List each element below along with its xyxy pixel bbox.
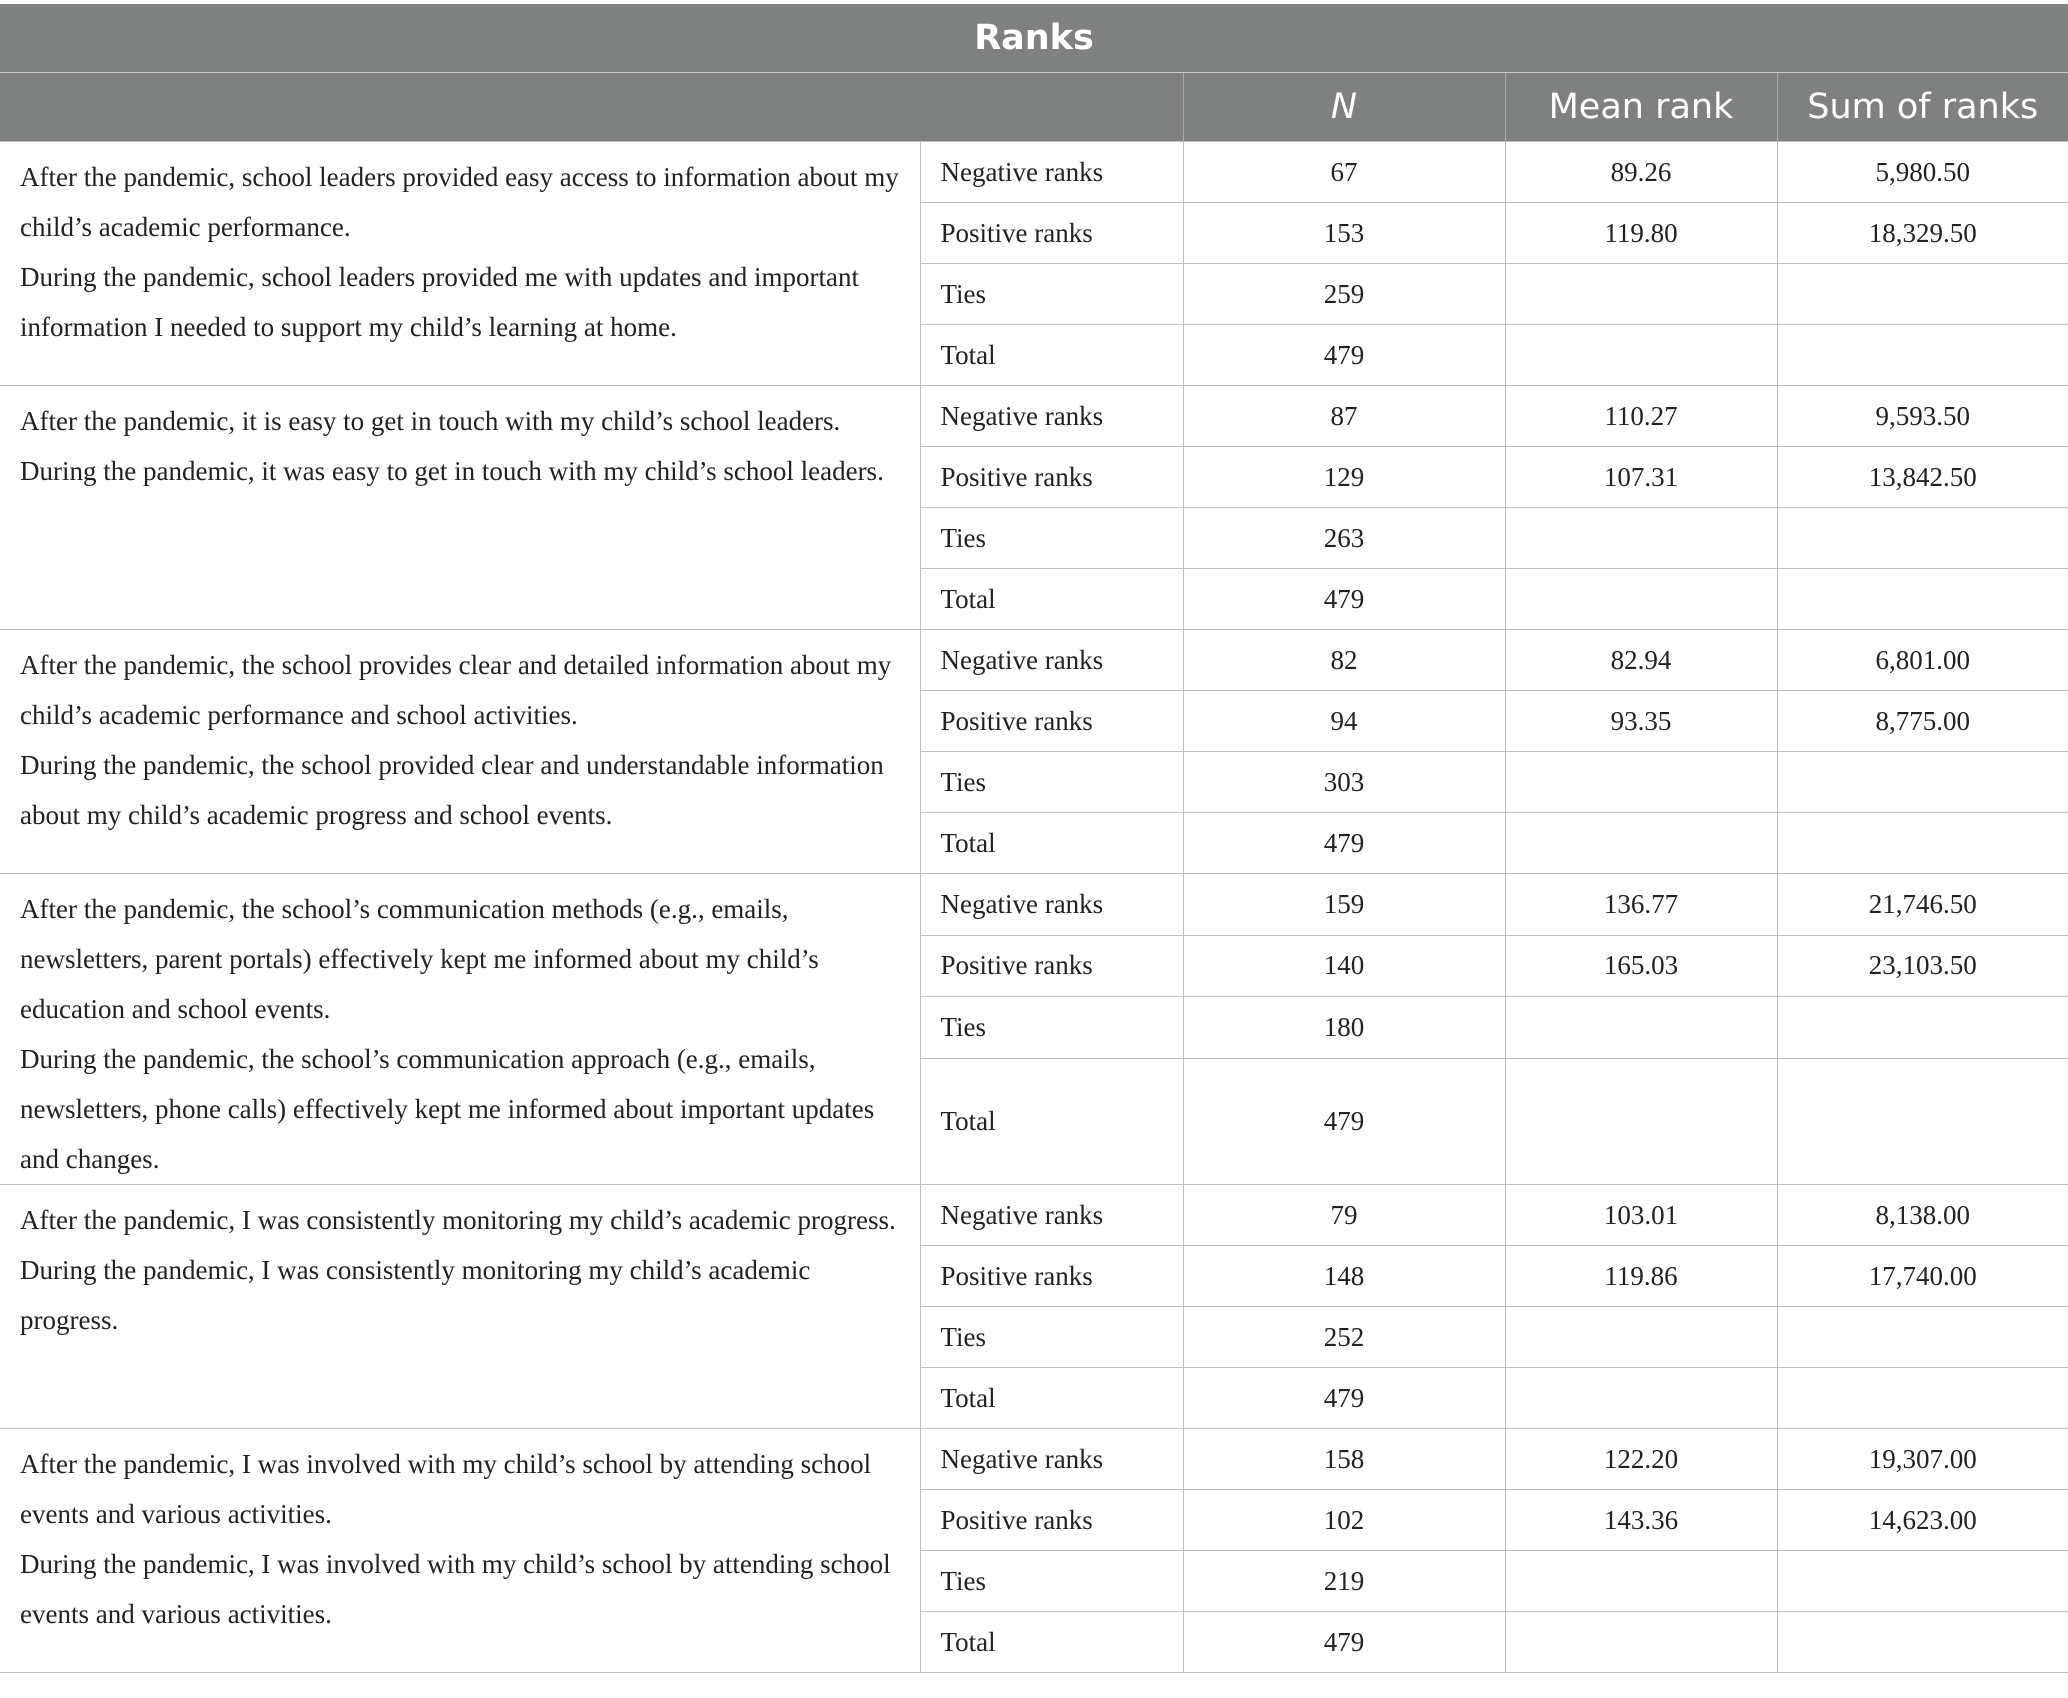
during-statement: During the pandemic, it was easy to get in touch with my child’s school leaders. [20,456,884,486]
row-label-positive: Positive ranks [920,691,1183,752]
question-cell [0,142,920,386]
positive-mean-rank: 119.86 [1505,1246,1777,1307]
positive-mean-rank: 143.36 [1505,1490,1777,1551]
group-4 [0,874,2068,1185]
empty-cell [1777,1307,2068,1368]
row-label-negative: Negative ranks [920,1185,1183,1246]
row-label-ties: Ties [920,1551,1183,1612]
after-statement: After the pandemic, I was involved with my child’s school by attending school events and various activities. [20,1449,872,1529]
row-label-negative: Negative ranks [920,142,1183,203]
row-label-positive: Positive ranks [920,935,1183,997]
empty-cell [1777,1612,2068,1673]
negative-n: 158 [1183,1429,1505,1490]
positive-sum-of-ranks: 18,329.50 [1777,203,2068,264]
row-label-positive: Positive ranks [920,447,1183,508]
group-2 [0,386,2068,630]
group-6 [0,1429,2068,1673]
positive-n: 94 [1183,691,1505,752]
empty-cell [1777,1368,2068,1429]
question-cell [0,386,920,630]
group-5 [0,1185,2068,1429]
group-3 [0,630,2068,874]
total-n: 479 [1183,813,1505,874]
row-label-total: Total [920,569,1183,630]
negative-sum-of-ranks: 8,138.00 [1777,1185,2068,1246]
positive-n: 102 [1183,1490,1505,1551]
positive-sum-of-ranks: 17,740.00 [1777,1246,2068,1307]
question-cell [0,1185,920,1429]
after-statement: After the pandemic, I was consistently monitoring my child’s academic progress. [20,1205,896,1235]
negative-sum-of-ranks: 19,307.00 [1777,1429,2068,1490]
positive-n: 140 [1183,935,1505,997]
row-label-total: Total [920,1058,1183,1184]
question-cell [0,874,920,1185]
row-label-total: Total [920,1612,1183,1673]
during-statement: During the pandemic, school leaders provided me with updates and important information I needed to support my child’s learning at home. [20,262,860,342]
after-statement: After the pandemic, it is easy to get in touch with my child’s school leaders. [20,406,841,436]
header-n: N [1183,73,1505,142]
ties-n: 263 [1183,508,1505,569]
negative-mean-rank: 122.20 [1505,1429,1777,1490]
positive-sum-of-ranks: 13,842.50 [1777,447,2068,508]
empty-cell [1777,325,2068,386]
empty-cell [1505,997,1777,1059]
negative-mean-rank: 110.27 [1505,386,1777,447]
empty-cell [1505,1612,1777,1673]
positive-mean-rank: 93.35 [1505,691,1777,752]
row-label-total: Total [920,813,1183,874]
positive-mean-rank: 165.03 [1505,935,1777,997]
row-label-positive: Positive ranks [920,203,1183,264]
total-n: 479 [1183,325,1505,386]
negative-mean-rank: 103.01 [1505,1185,1777,1246]
negative-mean-rank: 82.94 [1505,630,1777,691]
empty-cell [1505,325,1777,386]
header-mean-rank: Mean rank [1505,73,1777,142]
empty-cell [1505,813,1777,874]
empty-cell [1777,997,2068,1059]
during-statement: During the pandemic, I was consistently monitoring my child’s academic progress. [20,1255,811,1335]
header-row [0,73,2068,142]
total-n: 479 [1183,1368,1505,1429]
row-label-positive: Positive ranks [920,1246,1183,1307]
empty-cell [1505,508,1777,569]
ties-n: 252 [1183,1307,1505,1368]
after-statement: After the pandemic, the school provides clear and detailed information about my child’s academic performance and school activities. [20,650,892,730]
header-sum-of-ranks: Sum of ranks [1777,73,2068,142]
empty-cell [1777,752,2068,813]
row-label-ties: Ties [920,752,1183,813]
row-label-total: Total [920,325,1183,386]
ranks-table [0,4,2068,1673]
empty-cell [1505,1058,1777,1184]
row-label-ties: Ties [920,508,1183,569]
negative-n: 67 [1183,142,1505,203]
during-statement: During the pandemic, the school’s communication approach (e.g., emails, newsletters, phone calls) effectively kept me informed about important updates and changes. [20,1044,875,1174]
group-1 [0,142,2068,386]
negative-sum-of-ranks: 5,980.50 [1777,142,2068,203]
question-cell [0,630,920,874]
empty-cell [1777,264,2068,325]
total-n: 479 [1183,569,1505,630]
positive-n: 148 [1183,1246,1505,1307]
row-label-ties: Ties [920,997,1183,1059]
during-statement: During the pandemic, I was involved with my child’s school by attending school events and various activities. [20,1549,891,1629]
empty-cell [1505,264,1777,325]
row-label-negative: Negative ranks [920,874,1183,936]
empty-cell [1777,813,2068,874]
negative-mean-rank: 89.26 [1505,142,1777,203]
empty-cell [1505,1551,1777,1612]
row-label-ties: Ties [920,1307,1183,1368]
positive-mean-rank: 119.80 [1505,203,1777,264]
empty-cell [1777,569,2068,630]
negative-mean-rank: 136.77 [1505,874,1777,936]
positive-n: 129 [1183,447,1505,508]
table-title: Ranks [0,4,2068,73]
after-statement: After the pandemic, the school’s communication methods (e.g., emails, newsletters, parent portals) effectively kept me informed about my child’s education and school events. [20,894,819,1024]
negative-sum-of-ranks: 21,746.50 [1777,874,2068,936]
ties-n: 259 [1183,264,1505,325]
question-cell [0,1429,920,1673]
row-label-negative: Negative ranks [920,630,1183,691]
empty-cell [1505,569,1777,630]
ties-n: 180 [1183,997,1505,1059]
positive-sum-of-ranks: 8,775.00 [1777,691,2068,752]
empty-cell [1505,1368,1777,1429]
ties-n: 219 [1183,1551,1505,1612]
after-statement: After the pandemic, school leaders provided easy access to information about my child’s academic performance. [20,162,899,242]
negative-sum-of-ranks: 9,593.50 [1777,386,2068,447]
during-statement: During the pandemic, the school provided clear and understandable information about my child’s academic progress and school events. [20,750,884,830]
row-label-negative: Negative ranks [920,386,1183,447]
row-label-positive: Positive ranks [920,1490,1183,1551]
row-label-negative: Negative ranks [920,1429,1183,1490]
ties-n: 303 [1183,752,1505,813]
positive-n: 153 [1183,203,1505,264]
header-blank [0,73,1183,142]
empty-cell [1505,752,1777,813]
negative-n: 79 [1183,1185,1505,1246]
empty-cell [1777,508,2068,569]
negative-n: 82 [1183,630,1505,691]
row-label-total: Total [920,1368,1183,1429]
empty-cell [1777,1551,2068,1612]
positive-mean-rank: 107.31 [1505,447,1777,508]
negative-sum-of-ranks: 6,801.00 [1777,630,2068,691]
positive-sum-of-ranks: 14,623.00 [1777,1490,2068,1551]
row-label-ties: Ties [920,264,1183,325]
negative-n: 87 [1183,386,1505,447]
empty-cell [1777,1058,2068,1184]
total-n: 479 [1183,1058,1505,1184]
negative-n: 159 [1183,874,1505,936]
total-n: 479 [1183,1612,1505,1673]
empty-cell [1505,1307,1777,1368]
positive-sum-of-ranks: 23,103.50 [1777,935,2068,997]
